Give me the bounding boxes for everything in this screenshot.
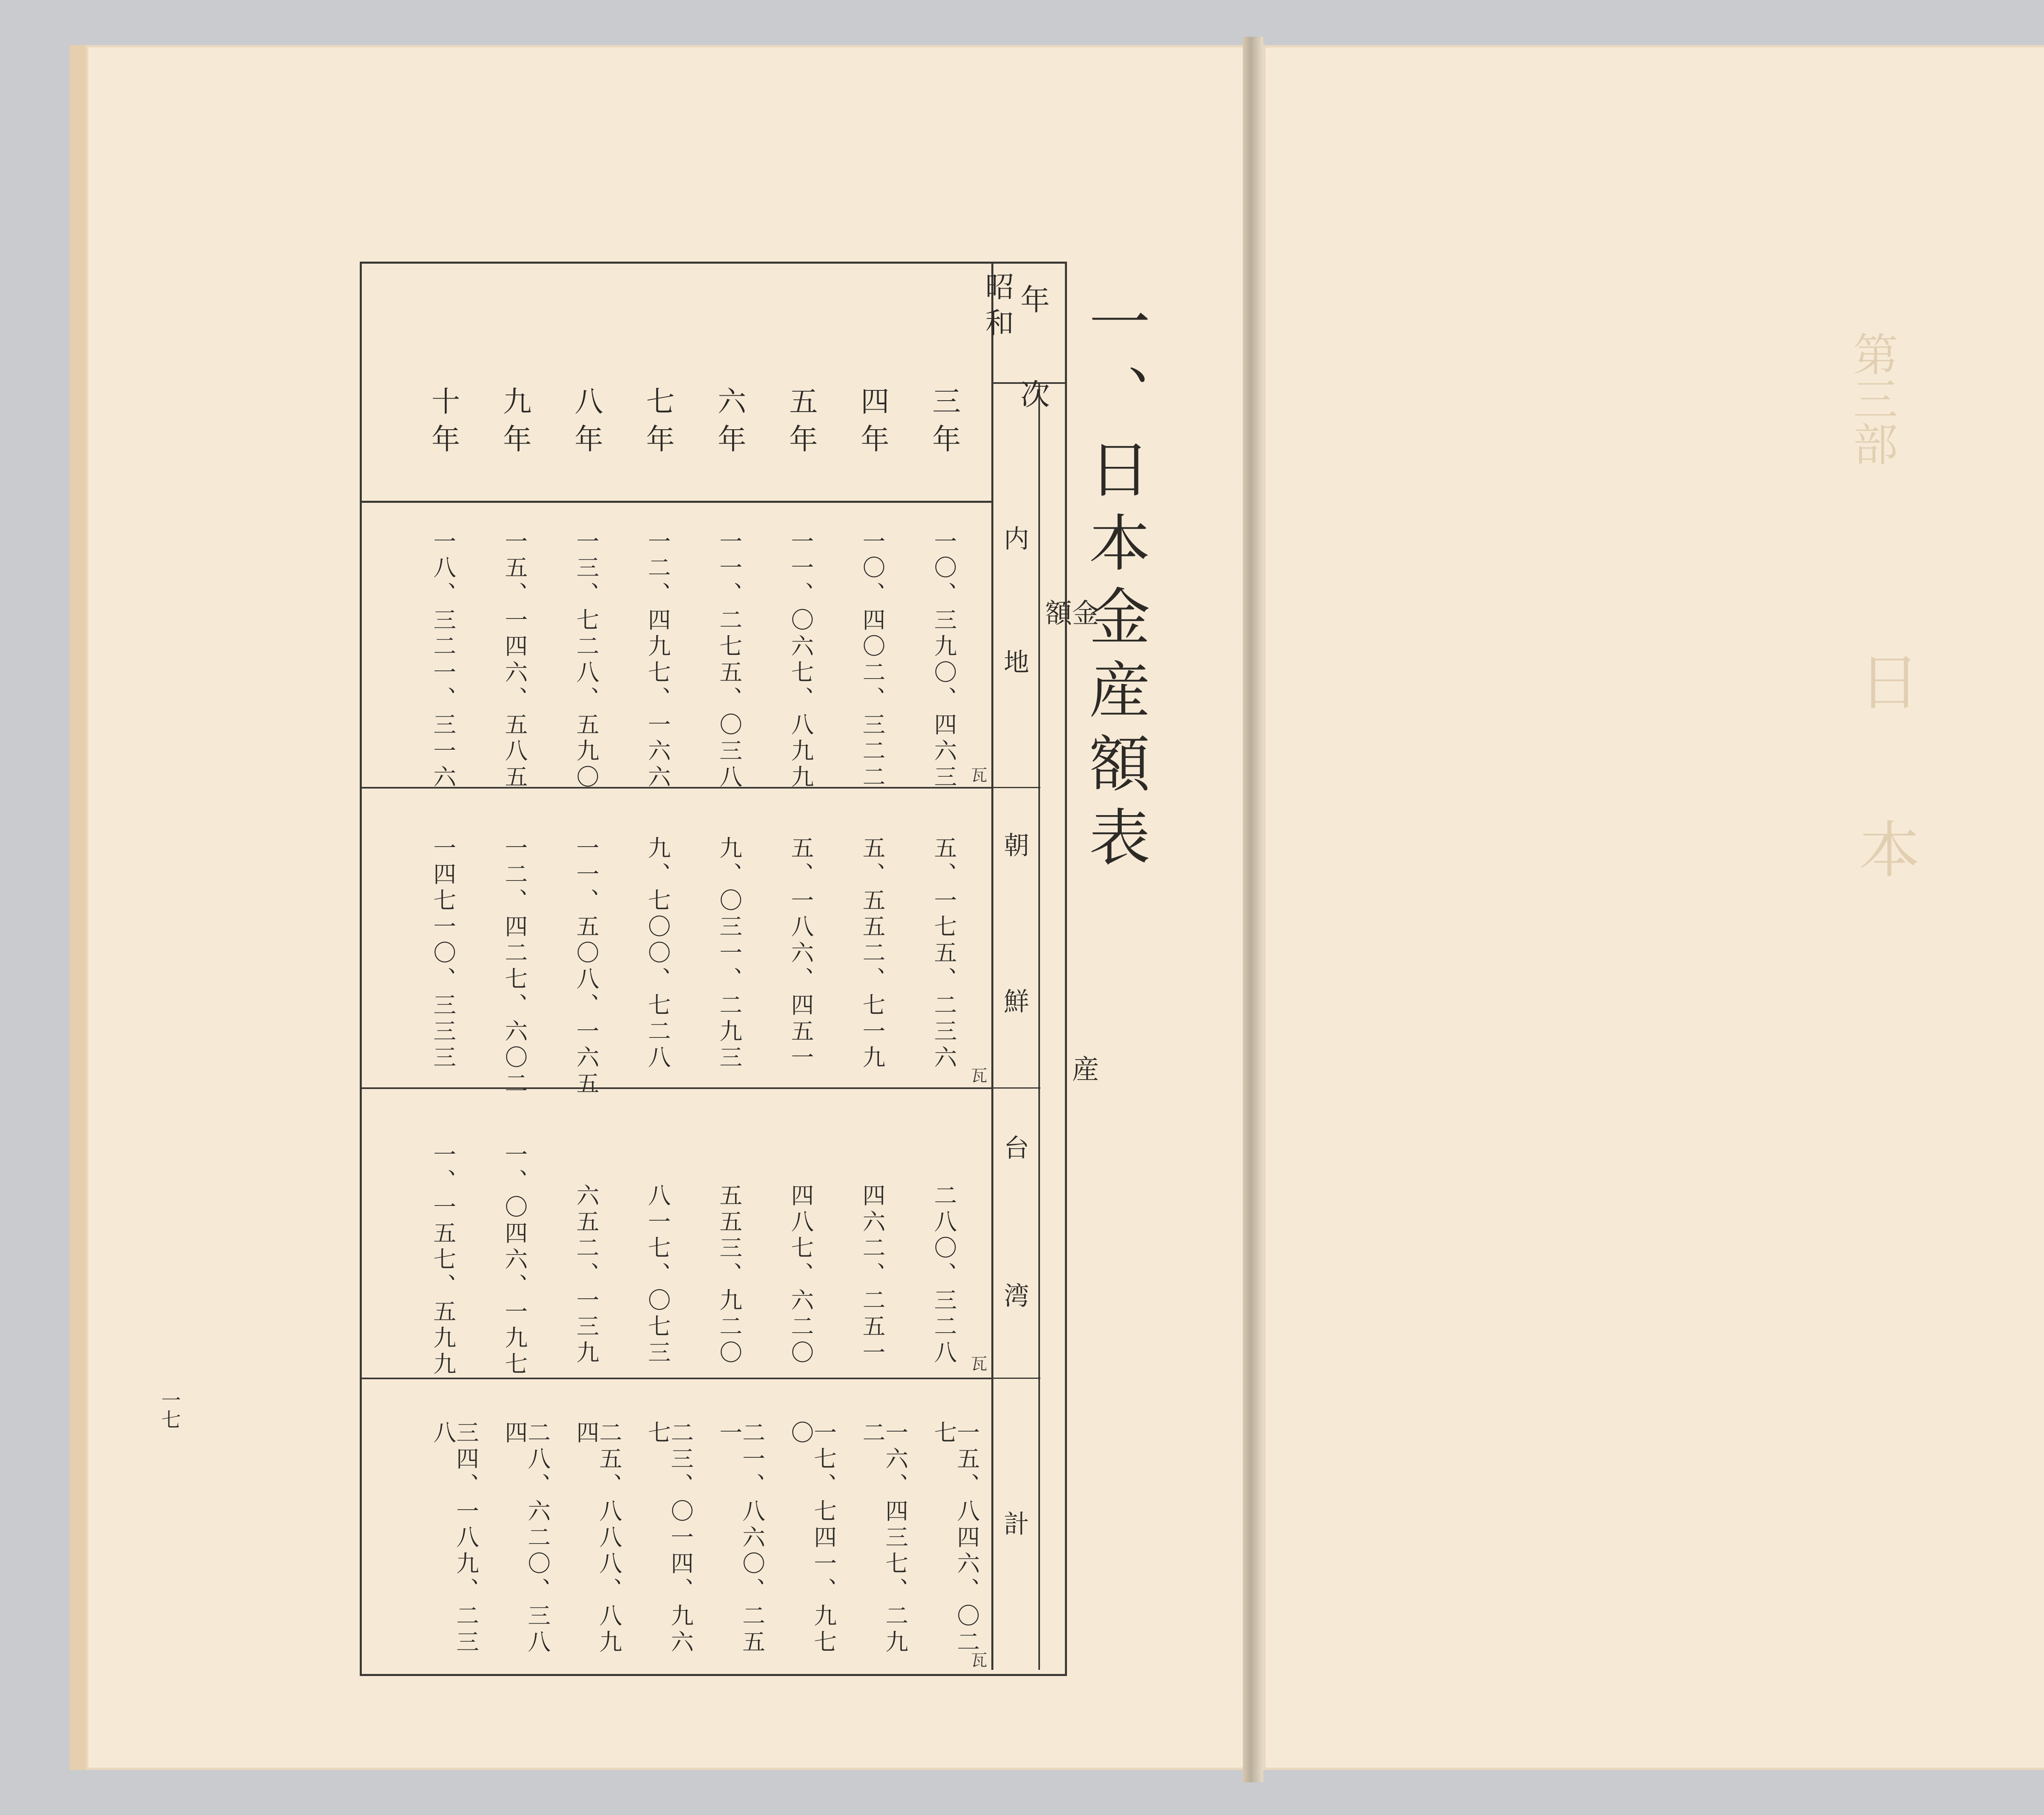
open-book [65, 37, 2044, 1782]
year-5: 五年 [784, 386, 818, 462]
cell-kei-6: 二一、八六〇、二五一 [716, 1421, 765, 1656]
cell-taiwan-8: 六五二、一三九 [573, 1183, 599, 1367]
cell-naichi-5: 一一、〇六七、八九九 [787, 529, 814, 791]
table-title: 一、日本金産額表 [1078, 290, 1150, 879]
cell-taiwan-6: 五五三、九二〇 [716, 1183, 742, 1367]
cell-naichi-3: 一〇、三九〇、四六三 [930, 529, 957, 791]
cell-chosen-8: 一一、五〇八、一六五 [573, 836, 599, 1098]
unit-mark: 瓦 [971, 766, 987, 785]
cell-chosen-10: 一四七一〇、三三三 [430, 836, 456, 1071]
cell-naichi-4: 一〇、四〇二、三二二 [859, 529, 885, 791]
faint-show-through-heading: 第三部 [1846, 331, 1898, 466]
cell-taiwan-9: 一、〇四六、一九七 [501, 1143, 528, 1378]
unit-mark: 瓦 [971, 1355, 987, 1374]
cell-taiwan-4: 四六二、二五一 [859, 1183, 885, 1367]
row-label-taiwan: 台湾 [1000, 1134, 1029, 1430]
cell-chosen-4: 五、五五二、七一九 [859, 836, 885, 1071]
year-4: 四年 [856, 386, 890, 462]
cell-chosen-5: 五、一八六、四五一 [787, 836, 814, 1071]
cell-taiwan-10: 一、一五七、五九九 [430, 1143, 456, 1378]
left-page [69, 45, 1259, 1770]
year-3: 三年 [928, 386, 961, 462]
book-gutter [1243, 37, 1263, 1782]
cell-taiwan-7: 八一七、〇七三 [644, 1183, 671, 1367]
cell-taiwan-5: 四八七、六二〇 [787, 1183, 814, 1367]
cell-naichi-7: 一二、四九七、一六六 [644, 529, 671, 791]
cell-chosen-9: 一二、四二七、六〇二 [501, 836, 528, 1098]
group-header: 金産額 [1040, 599, 1099, 1511]
cell-kei-5: 一七、七四一、九七〇 [787, 1421, 837, 1656]
cell-kei-4: 一六、四三七、二九二 [859, 1421, 908, 1656]
year-8: 八年 [570, 386, 603, 462]
faint-show-through-title: 日本 [1848, 650, 1919, 985]
gold-production-table [360, 262, 1099, 1676]
cell-naichi-10: 一八、三二一、三一六 [430, 529, 456, 791]
row-label-kei: 計 [1000, 1510, 1029, 1536]
row-label-chosen: 朝鮮 [1000, 832, 1029, 1144]
year-6: 六年 [713, 386, 746, 462]
cell-naichi-6: 一一、二七五、〇三八 [716, 529, 742, 791]
cell-taiwan-3: 二八〇、三二八 [930, 1183, 957, 1367]
cell-kei-10: 三四、一八九、二三八 [430, 1421, 479, 1656]
row-label-naichi: 内地 [1000, 525, 1029, 772]
header-nenji: 年次 [1015, 284, 1050, 474]
cell-naichi-9: 一五、一四六、五八五 [501, 529, 528, 791]
year-9: 九年 [498, 386, 532, 462]
page-number-left: 一七 [158, 1390, 181, 1429]
cell-chosen-3: 五、一七五、二三六 [930, 836, 957, 1071]
header-showa: 昭和 [981, 272, 1014, 344]
unit-mark: 瓦 [971, 1067, 987, 1085]
cell-chosen-6: 九、〇三一、二九三 [716, 836, 742, 1071]
cell-chosen-7: 九、七〇〇、七二八 [644, 836, 671, 1071]
cell-naichi-8: 一三、七二八、五九〇 [573, 529, 599, 791]
cell-kei-3: 一五、八四六、〇二七 [930, 1421, 980, 1656]
cell-kei-7: 二三、〇一四、九六七 [644, 1421, 694, 1656]
cell-kei-9: 二八、六二〇、三八四 [501, 1421, 551, 1656]
cell-kei-8: 二五、八八八、八九四 [573, 1421, 622, 1656]
year-7: 七年 [641, 386, 675, 462]
right-page [1263, 45, 2044, 1770]
unit-mark: 瓦 [971, 1651, 987, 1670]
year-10: 十年 [427, 386, 460, 462]
